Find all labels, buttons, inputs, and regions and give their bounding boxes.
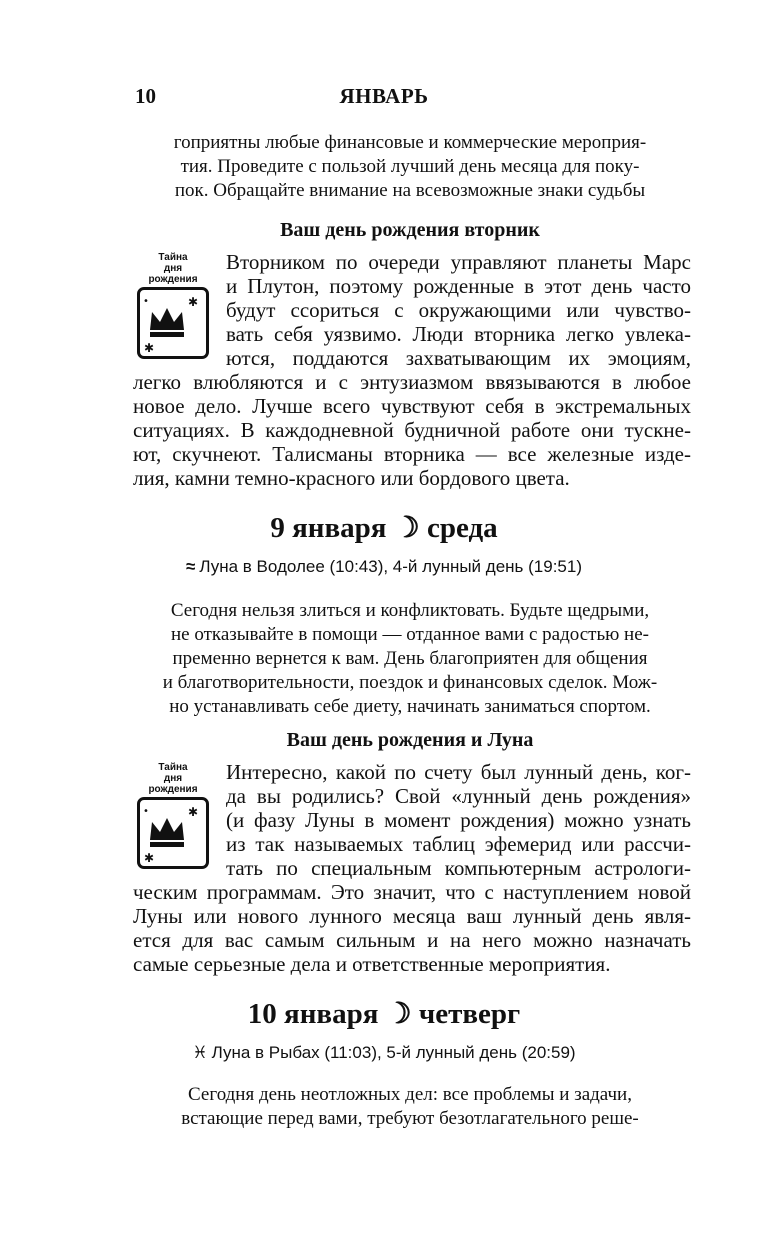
- moon-info-jan-9: ≈ Луна в Водолее (10:43), 4-й лунный день (19:51): [186, 557, 582, 576]
- crown-moon-icon: [137, 287, 209, 359]
- jan-10-paragraph: [130, 1083, 690, 1131]
- day-heading-jan-10: 10 января ☽ четверг: [247, 998, 521, 1030]
- text-line: тия. Проведите с пользой лучший день месяца для поку-: [180, 156, 640, 177]
- jan-9-paragraph: [130, 599, 690, 719]
- text-line: ют, скучнеют. Талисманы вторника — все железные изде-: [133, 442, 691, 466]
- text-line: встающие перед вами, требуют безотлагательного реше-: [181, 1108, 639, 1129]
- text-line: гоприятны любые финансовые и коммерческие мероприя-: [173, 132, 647, 153]
- moon-paragraph-wrapped: [226, 760, 691, 880]
- birthday-secret-emblem: [133, 252, 213, 359]
- tuesday-paragraph-wrapped: [226, 250, 691, 370]
- svg-text:•: •: [143, 296, 149, 307]
- text-line: легко влюбляются и с энтузиазмом ввязываются в любое: [133, 370, 691, 394]
- text-line: ческим программам. Это значит, что с наступлением новой: [133, 880, 691, 904]
- svg-text:•: •: [143, 806, 149, 817]
- moon-paragraph-full: [133, 880, 691, 976]
- crown-moon-icon: [137, 797, 209, 869]
- svg-text:✱: ✱: [188, 805, 199, 819]
- text-line: тать по специальным компьютерным астрологи-: [226, 856, 691, 880]
- section-heading-tuesday: Ваш день рождения вторник: [280, 219, 540, 241]
- text-line: ются, поддаются захватывающим их эмоциям,: [226, 346, 691, 370]
- moon-info-jan-10: ♓ Луна в Рыбах (11:03), 5-й лунный день (20:59): [192, 1043, 576, 1062]
- text-line: Луны или нового лунного месяца ваш лунный день явля-: [133, 904, 691, 928]
- tuesday-paragraph-full: [133, 370, 691, 490]
- page-number: 10: [135, 84, 156, 108]
- svg-text:✱: ✱: [144, 851, 155, 865]
- birthday-secret-emblem: [133, 762, 213, 869]
- text-line: Интересно, какой по счету был лунный день, ког-: [226, 760, 691, 784]
- text-line: ется для вас самым сильным и на него можно назначать: [133, 928, 691, 952]
- emblem-caption: Тайна дня рождения: [148, 252, 198, 285]
- text-line: самые серьезные дела и ответственные мероприятия.: [133, 952, 611, 976]
- aquarius-icon: ≈: [186, 557, 196, 576]
- text-line: пок. Обращайте внимание на всевозможные знаки судьбы: [174, 180, 646, 201]
- text-line: Сегодня нельзя злиться и конфликтовать. Будьте щедрыми,: [170, 600, 650, 621]
- text-line: пременно вернется к вам. День благоприятен для общения: [172, 648, 648, 669]
- pisces-icon: ♓: [192, 1043, 208, 1062]
- day-heading-jan-9: 9 января ☽ среда: [270, 512, 498, 544]
- emblem-caption: Тайна дня рождения: [148, 762, 198, 795]
- text-line: новое дело. Лучше всего чувствуют себя в экстремальных: [133, 394, 691, 418]
- text-line: и Плутон, поэтому рожденные в этот день часто: [226, 274, 691, 298]
- text-line: но устанавливать себе диету, начинать заниматься спортом.: [169, 696, 651, 717]
- text-line: и благотворительности, поездок и финансовых сделок. Мож-: [162, 672, 658, 693]
- text-line: не отказывайте в помощи — отданное вами с радостью не-: [171, 624, 649, 645]
- text-line: (и фазу Луны в момент рождения) можно узнать: [226, 808, 691, 832]
- text-line: лия, камни темно-красного или бордового цвета.: [133, 466, 570, 490]
- running-header-title: ЯНВАРЬ: [339, 84, 429, 108]
- intro-paragraph: [130, 131, 690, 203]
- text-line: да вы родились? Свой «лунный день рождения»: [226, 784, 691, 808]
- text-line: ситуациях. В каждодневной будничной работе они тускне-: [133, 418, 691, 442]
- text-line: будут ссориться с окружающими или чувство-: [226, 298, 691, 322]
- text-line: из так называемых таблиц эфемерид или рассчи-: [226, 832, 691, 856]
- text-line: Сегодня день неотложных дел: все проблемы и задачи,: [188, 1084, 632, 1105]
- svg-text:✱: ✱: [188, 295, 199, 309]
- text-line: вать себя уязвимо. Люди вторника легко увлека-: [226, 322, 691, 346]
- text-line: Вторником по очереди управляют планеты Марс: [226, 250, 691, 274]
- svg-text:✱: ✱: [144, 341, 155, 355]
- section-heading-moon: Ваш день рождения и Луна: [286, 729, 534, 751]
